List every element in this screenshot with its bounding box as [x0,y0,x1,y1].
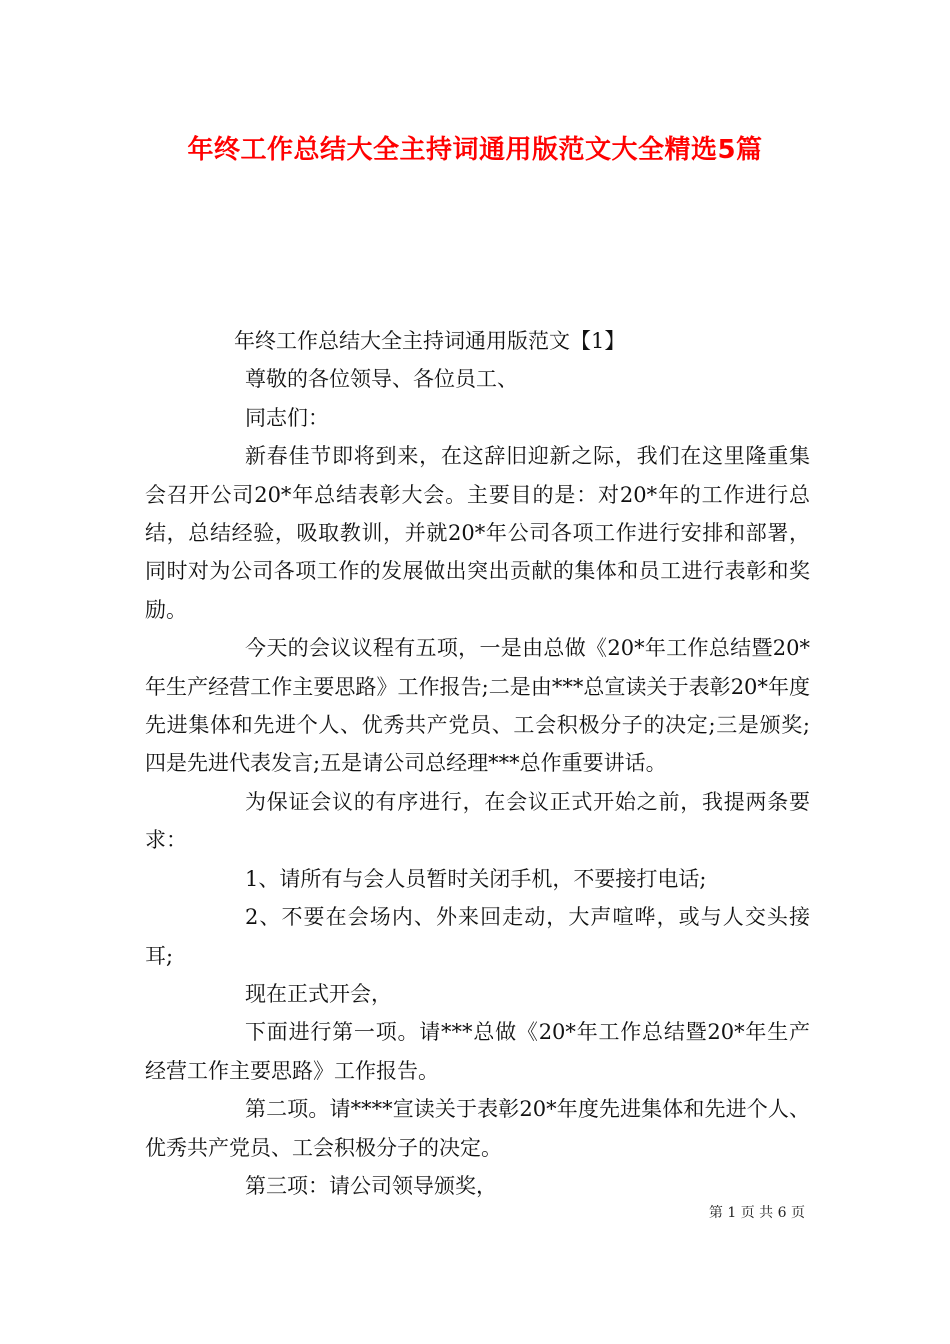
document-title: 年终工作总结大全主持词通用版范文大全精选5篇 [187,135,763,165]
paragraph-requirement-2: 2、不要在会场内、外来回走动，大声喧哗，或与人交头接耳; [145,905,810,968]
paragraph-requirement-1: 1、请所有与会人员暂时关闭手机，不要接打电话; [245,866,707,891]
paragraph-comrades: 同志们： [245,405,329,430]
section-heading: 年终工作总结大全主持词通用版范文【1】 [234,329,626,353]
page-indicator: 第 1 页 共 6 页 [708,1205,805,1221]
paragraph-agenda: 今天的会议议程有五项，一是由总做《20*年工作总结暨20*年生产经营工作主要思路》工作报告;二是由***总宣读关于表彰20*年度先进集体和先进个人、优秀共产党员、工会积极分子的决定;三是颁奖;四是先进代表发言;五是请公司总经理***总作重要讲话。 [145,636,810,776]
paragraph-item-3: 第三项：请公司领导颁奖， [245,1173,497,1198]
paragraph-item-2: 第二项。请****宣读关于表彰20*年度先进集体和先进个人、优秀共产党员、工会积极分子的决定。 [145,1097,810,1160]
paragraph-salutation: 尊敬的各位领导、各位员工、 [245,367,518,392]
document-body [145,322,810,1205]
paragraph-item-1: 下面进行第一项。请***总做《20*年工作总结暨20*年生产经营工作主要思路》工作报告。 [145,1020,810,1083]
paragraph-meeting-start: 现在正式开会， [245,981,392,1006]
paragraph-requirements-intro: 为保证会议的有序进行，在会议正式开始之前，我提两条要求： [145,789,810,853]
paragraph-opening: 新春佳节即将到来，在这辞旧迎新之际，我们在这里隆重集会召开公司20*年总结表彰大会。主要目的是：对20*年的工作进行总结，总结经验，吸取教训，并就20*年公司各项工作进行安排和部署，同时对为公司各项工作的发展做出突出贡献的集体和员工进行表彰和奖励。 [145,444,810,622]
